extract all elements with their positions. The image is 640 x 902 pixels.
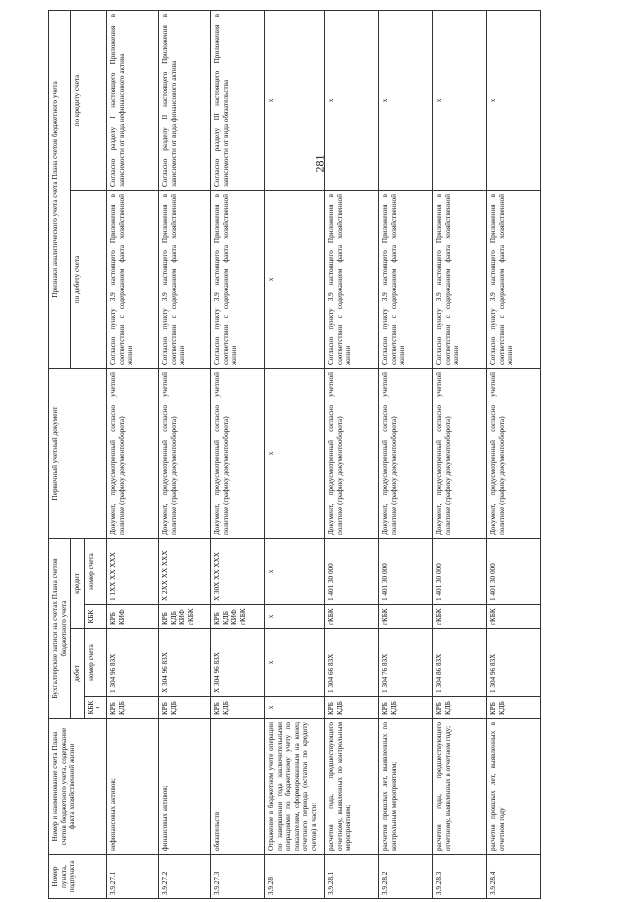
row-name: финансовых активов; [158,719,210,855]
row-doc: Документ, предусмотренный согласно учетной политике (графику документооборота) [106,369,158,539]
row-acc-credit: 1 1ХХ ХХ ХХХ [106,539,158,605]
row-kbk-credit: КРБ КДБ КИФ гКБК [158,605,210,629]
row-num: 3.9.28.3 [432,855,486,899]
row-kbk-credit: КРБ КДБ КИФ гКБК [210,605,264,629]
row-acc-credit: 1 401 30 000 [378,539,432,605]
table-row [378,10,432,898]
header-acc-credit: номер счета [84,539,106,605]
header-analytics: Признаки аналитического учета счета Плана счетов бюджетного учета [49,10,71,368]
header-credit: кредит [71,539,85,629]
table-row [324,10,378,898]
header-by-credit: по кредиту счета [71,10,107,190]
row-doc: Документ, предусмотренный согласно учетной политике (графику документооборота) [158,369,210,539]
header-acc-debit: номер счета [84,629,106,697]
row-acc-credit: х [264,539,324,605]
header-primary-doc: Первичный учетный документ [49,369,107,539]
row-num: 3.9.28.2 [378,855,432,899]
row-doc: Документ, предусмотренный согласно учетной политике (графику документооборота) [432,369,486,539]
row-num: 3.9.28.1 [324,855,378,899]
header-accounting: Бухгалтерские записи на счетах Плана счетов бюджетного учета [49,539,71,719]
row-name: расчетов прошлых лет, выявленных по контрольным мероприятиям; [378,719,432,855]
row-num: 3.9.27.1 [106,855,158,899]
table-row [486,10,540,898]
row-name: расчетов года, предшествующего отчетному, выявленных в отчетном году; [432,719,486,855]
header-num: Номер пункта, подпункта [49,855,107,899]
row-acc-credit: Х 30Х ХХ ХХХ [210,539,264,605]
row-acc-credit: 1 401 30 000 [486,539,540,605]
table-row [210,10,264,898]
row-analytics-credit: Согласно разделу III настоящего Приложения в зависимости от вида обязательства [210,10,264,190]
row-kbk-debit: КРБ КДБ [158,697,210,719]
row-analytics-credit: х [486,10,540,190]
row-analytics-credit: х [378,10,432,190]
row-acc-credit: 1 401 30 000 [324,539,378,605]
row-doc: Документ, предусмотренный согласно учетной политике (графику документооборота) [324,369,378,539]
row-doc: Документ, предусмотренный согласно учетной политике (графику документооборота) [210,369,264,539]
row-acc-debit: 1 304 96 83Х [106,629,158,697]
row-kbk-debit: КРБ КДБ [378,697,432,719]
header-row-1 [49,10,71,898]
row-kbk-debit: х [264,697,324,719]
row-kbk-credit: гКБК [486,605,540,629]
row-kbk-debit: КРБ КДБ [486,697,540,719]
row-kbk-credit: гКБК [324,605,378,629]
row-num: 3.9.27.3 [210,855,264,899]
table-row [264,10,324,898]
row-acc-debit: Х 304 96 83Х [210,629,264,697]
row-kbk-credit: КРБ КИФ [106,605,158,629]
row-analytics-debit: Согласно пункту 3.9 настоящего Приложения в соответствии с содержанием факта хозяйственной жизни [210,191,264,369]
header-kbk-credit: КБК [84,605,106,629]
row-analytics-credit: Согласно разделу I настоящего Приложения в зависимости от вида нефинансового актива [106,10,158,190]
row-analytics-credit: х [324,10,378,190]
row-name: нефинансовых активов; [106,719,158,855]
row-analytics-debit: х [264,191,324,369]
row-analytics-debit: Согласно пункту 3.9 настоящего Приложения в соответствии с содержанием факта хозяйственной жизни [378,191,432,369]
page-number: 281 [312,154,327,173]
row-kbk-credit: гКБК [432,605,486,629]
row-analytics-debit: Согласно пункту 3.9 настоящего Приложения в соответствии с содержанием факта хозяйственной жизни [324,191,378,369]
row-analytics-credit: Согласно разделу II настоящего Приложения в зависимости от вида финансового актива [158,10,210,190]
row-kbk-debit: КРБ КДБ [324,697,378,719]
row-doc: Документ, предусмотренный согласно учетной политике (графику документооборота) [486,369,540,539]
row-num: 3.9.28.4 [486,855,540,899]
row-kbk-debit: КРБ КДБ [432,697,486,719]
row-name: расчетов года, предшествующего отчетному, выявленных по контрольным мероприятиям; [324,719,378,855]
row-num: 3.9.28 [264,855,324,899]
row-acc-debit: 1 304 66 83Х [324,629,378,697]
row-analytics-debit: Согласно пункту 3.9 настоящего Приложения в соответствии с содержанием факта хозяйственной жизни [106,191,158,369]
row-kbk-credit: гКБК [378,605,432,629]
table-row [432,10,486,898]
row-doc: х [264,369,324,539]
row-analytics-debit: Согласно пункту 3.9 настоящего Приложения в соответствии с содержанием факта хозяйственной жизни [486,191,540,369]
row-name: обязательств [210,719,264,855]
accounting-table [48,10,541,899]
table-row [158,10,210,898]
row-analytics-debit: Согласно пункту 3.9 настоящего Приложения в соответствии с содержанием факта хозяйственной жизни [158,191,210,369]
row-analytics-credit: х [432,10,486,190]
row-acc-credit: Х 2ХХ ХХ ХХХ [158,539,210,605]
header-by-debit: по дебету счета [71,191,107,369]
row-acc-credit: 1 401 30 000 [432,539,486,605]
row-acc-debit: Х 304 96 83Х [158,629,210,697]
row-analytics-debit: Согласно пункту 3.9 настоящего Приложения в соответствии с содержанием факта хозяйственной жизни [432,191,486,369]
row-kbk-credit: х [264,605,324,629]
row-kbk-debit: КРБ КДБ [106,697,158,719]
row-num: 3.9.27.2 [158,855,210,899]
row-doc: Документ, предусмотренный согласно учетной политике (графику документооборота) [378,369,432,539]
row-acc-debit: 1 304 96 83Х [486,629,540,697]
table-row [106,10,158,898]
row-acc-debit: х [264,629,324,697]
row-name: расчетов прошлых лет, выявленных в отчетном году [486,719,540,855]
header-debit: дебет [71,629,85,719]
row-kbk-debit: КРБ КДБ [210,697,264,719]
row-acc-debit: 1 304 76 83Х [378,629,432,697]
row-name: Отражение в бюджетном учете операции по завершении года заключительными операциями по бюджетному учету по показателям, сформированным на конец отчетного периода (остатки по кредиту счетов) в части: [264,719,324,855]
header-name: Номер и наименование счета Плана счетов бюджетного учета, содержание факта хозяйственной жизни [49,719,107,855]
row-analytics-credit: х [264,10,324,190]
header-kbk-debit: КБК¹ [84,697,106,719]
row-acc-debit: 1 304 86 83Х [432,629,486,697]
